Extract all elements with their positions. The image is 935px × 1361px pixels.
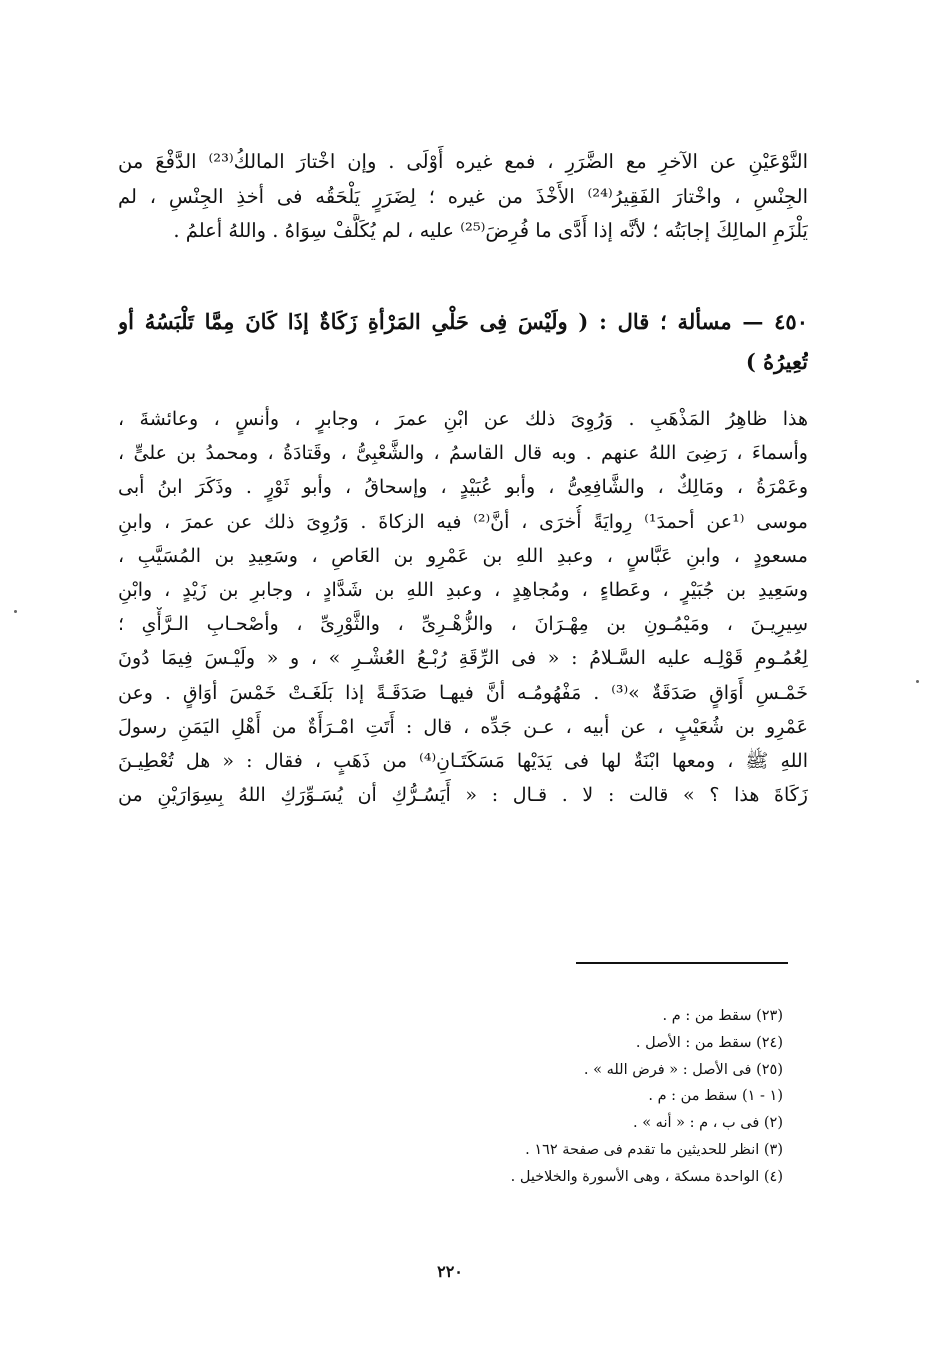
footnote: (١ - ١) سقط من : م . [648, 1088, 783, 1105]
text-line: هذا ظاهِرُ المَذْهَبِ . وَرُوِىَ ذلك عن ابْنِ عمرَ ، وجابرٍ ، وأنسٍ ، وعائشةَ ، [118, 408, 808, 430]
page-number: ٢٢٠ [437, 1262, 463, 1281]
text-line: وسَعِيدِ بن جُبَيْرٍ ، وعَطاءٍ ، ومُجاهِدٍ ، وعبدِ اللهِ بن شَدَّادٍ ، وجابرِ بن زَيْدٍ ، وابْنِ [118, 579, 808, 602]
text-line: عَمْرِو بن شُعَيْبٍ ، عن أبيه ، عـن جَدِّه ، قال : أَتَتِ امْـرَأَةٌ من أَهْلِ اليَمَنِ رسولَ [118, 715, 808, 738]
issue-heading [118, 302, 808, 382]
text-line: خَمْـسِ أَوَاقٍ صَدَقَةٌ »⁽³⁾ . مَفْهُومُـه أنَّ فيهـا صَدَقَـةً إذا بَلَغَـتْ خَمْسَ أوَاقٍ . وعن [118, 681, 808, 704]
footnote: (٣) انظر للحديثين ما تقدم فى صفحة ١٦٢ . [525, 1141, 783, 1158]
text-line: وأسماءَ ، رَضِىَ اللهُ عنهم . وبه قال القاسمُ ، والشَّعْبِىُّ ، وقَتادَةُ ، ومحمدُ بن علىٍّ ، [118, 442, 808, 465]
text-line: سِيرِيـنَ ، ومَيْمُـونِ بن مِهْـرَانَ ، والزُّهْـرِىِّ ، والثَّوْرِىِّ ، وأصْحـابِ الـرَّأْىِ ؛ [118, 613, 808, 636]
footnote: (٢٣) سقط من : م . [662, 1008, 783, 1024]
text-line: الجِنْسِ ، واخْتارَ الفَقِيرُ⁽²⁴⁾ الأَخْذَ من غيره ؛ لِضَرَرٍ يَلْحَقُه فى أخذِ الجِنْسِ ، لم [118, 184, 808, 208]
text-line: اللهِ ﷺ ، ومعها ابْنَةٌ لها فى يَدَيْها مَسَكَتَـانِ⁽⁴⁾ من ذَهَبٍ ، فقال : « هل تُعْطِيـنَ [118, 750, 808, 773]
text-line: وعَمْرَةُ ، ومَالِكٌ ، والشَّافِعِىُّ ، وأبو عُبَيْدٍ ، وإسحاقُ ، وأبو ثَوْرٍ . وذَكَرَ ابنُ أبى [118, 476, 808, 499]
text-line: لِعُمُـومِ قَوْلِـه عليه السَّـلامُ : « فى الرِّقَةِ رُبْـعُ العُشْـرِ » ، و « ولَيْـسَ فِيمَا دُونَ [118, 647, 808, 670]
text-line: موسى ⁽¹عن أحمدَ¹⁾ رِوايَةً أُخرَى ، أنَّ⁽²⁾ فيه الزكاةَ . وَرُوِىَ ذلك عن عمرَ ، وابنِ [118, 510, 808, 533]
scan-speck [14, 610, 17, 613]
footnotes [118, 1003, 783, 1191]
intro-paragraph [118, 145, 808, 249]
main-paragraph [118, 402, 808, 812]
text-line: يَلْزَمِ المالِكَ إجابَتُه ؛ لأنَّه إذا أَدَّى ما فُرِضَ⁽²⁵⁾ عليه ، لم يُكَلَّفْ سِوَاهُ . واللهُ أعلمُ . [173, 219, 808, 242]
text-line: النَّوْعَيْنِ عن الآخرِ مع الضَّرَرِ ، فمع غيره أَوْلَى . وإن اخْتارَ المالكُ⁽²³⁾ الدَّفْعَ من [118, 150, 808, 173]
footnote: (٤) الواحدة مسكة ، وهى الأسورة والخلاخيل . [510, 1168, 783, 1185]
text-line: زَكَاةَ هذا ؟ » قالت : لا . قـال : « أَيَسُـرُّكِ أن يُسَـوِّرَكِ اللهُ بِسِوَارَيْنِ من [118, 784, 808, 807]
scan-speck [916, 680, 919, 683]
text-line: مسعودٍ ، وابنِ عَبَّاسٍ ، وعبدِ اللهِ بن عَمْرِو بن العَاصِ ، وسَعِيدِ بن المُسَيَّبِ ، [118, 544, 808, 567]
heading-line: تُعِيرُهُ ) [745, 349, 808, 374]
footnote: (٢٤) سقط من : الأصل . [635, 1034, 783, 1051]
footnote: (٢) فى ب ، م : « أنه » . [632, 1115, 783, 1132]
heading-line: ٤٥٠ — مسألة ؛ قال : ( ولَيْسَ فِى حَلْىِ المَرْأةِ زَكَاةٌ إذَا كَانَ مِمَّا تَلْبَسُهُ أو [118, 309, 808, 334]
footnote-divider [576, 962, 788, 964]
footnote: (٢٥) فى الأصل : « فرض الله » . [583, 1061, 783, 1078]
